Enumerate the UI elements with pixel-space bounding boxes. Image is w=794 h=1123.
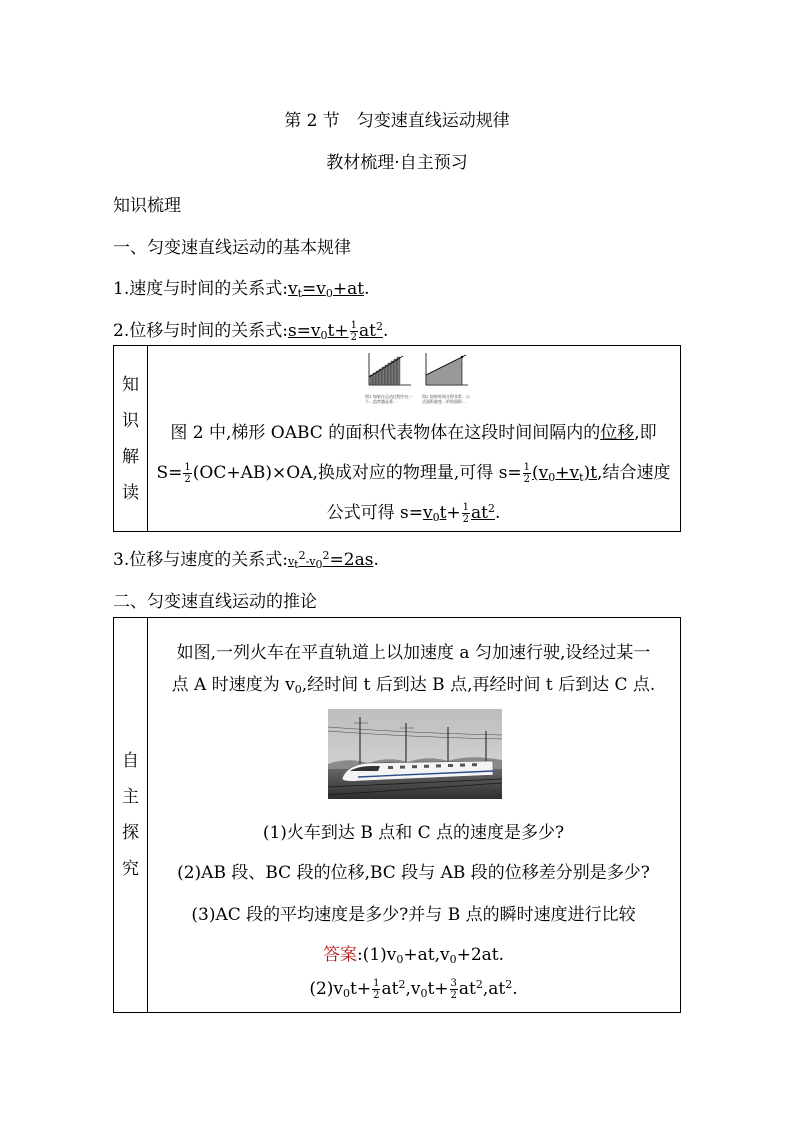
train-photo [328, 709, 502, 799]
item2-prefix: 2.位移与时间的关系式: [113, 321, 288, 341]
box2-intro-line-2: 点 A 时速度为 $v_0$,经时间 t 后到达 B 点,再经时间 t 后到达 C 点. [171, 675, 656, 696]
question-1: (1)火车到达 B 点和 C 点的速度是多少? [262, 823, 565, 843]
figure-1-caption: 图1 如果在运动过程中在一个…趋势越显著… [365, 394, 413, 404]
item3-prefix: 3.位移与速度的关系式: [113, 550, 288, 570]
figure-2-caption: 图2 如果时间分得非常…公式面积就变…形的面积… [422, 394, 470, 404]
train-photo-illustration [328, 709, 502, 799]
side-char: 识 [122, 410, 139, 431]
answer-line-2: $(2)v_0t+$ $\frac{1}{2}$ $at^2,v_0t+$ $\frac{3}{2}$ $at^2,at^2$. [309, 978, 518, 1001]
box1-line-2: S= $\frac{1}{2}$ (OC+AB)×OA,换成对应的物理量,可得 s= $\frac{1}{2}$ $(v_0+v_t)t$,结合速度 [156, 462, 671, 485]
side-char: 知 [122, 374, 139, 395]
side-char: 究 [122, 859, 139, 879]
side-char: 主 [122, 787, 139, 807]
box1-line-1: 图 2 中,梯形 OABC 的面积代表物体在这段时间间隔内的位移,即 [170, 423, 657, 443]
item3-formula: $v_t^2-v_0^2=2as$ [287, 549, 374, 571]
side-char: 探 [122, 823, 139, 843]
item2-formula: $s=v_0t+$ $\frac{1}{2}$ $at^2$ [287, 320, 383, 343]
box1-side-label [114, 346, 148, 531]
side-char: 解 [122, 446, 139, 467]
item1-formula: $v_t=v_0+at$ [287, 279, 365, 300]
question-2: (2)AB 段、BC 段的位移,BC 段与 AB 段的位移差分别是多少? [177, 863, 650, 883]
page-subtitle: 教材梳理·自主预习 [326, 153, 468, 173]
knowledge-interpretation-box [113, 345, 681, 532]
answer-line-1: 答案$:(1)v_0+at,v_0+2at$. [322, 945, 505, 966]
part-two-heading: 二、匀变速直线运动的推论 [113, 592, 317, 612]
figure-1-vt-graph [365, 351, 413, 411]
figure-2-vt-graph [422, 351, 472, 411]
page-title: 第 2 节 匀变速直线运动规律 [284, 111, 510, 131]
box1-line-3: 公式可得 $s=v_0t+$ $\frac{1}{2}$ $at^2$. [326, 502, 501, 525]
part-one-heading: 一、匀变速直线运动的基本规律 [113, 238, 351, 258]
section-knowledge-heading: 知识梳理 [113, 196, 181, 216]
side-char: 读 [122, 482, 139, 503]
self-exploration-box [113, 617, 681, 1013]
figure-2-chart [422, 351, 472, 389]
item-displacement-time: 2.位移与时间的关系式$:s=v_0t+$ $\frac{1}{2}$ $at^2$. [113, 320, 389, 343]
answer-label: 答案 [322, 945, 357, 965]
box2-side-label [114, 618, 148, 1012]
side-char: 自 [122, 751, 139, 771]
item-velocity-time: 1.速度与时间的关系式$:v_t=v_0+at$. [113, 279, 370, 300]
box2-intro-line-1: 如图,一列火车在平直轨道上以加速度 a 匀加速行驶,设经过某一 [176, 643, 651, 663]
item-displacement-velocity: 3.位移与速度的关系式$:v_t^2-v_0^2=2as$. [113, 549, 379, 571]
item1-prefix: 1.速度与时间的关系式: [113, 279, 288, 299]
question-3: (3)AC 段的平均速度是多少?并与 B 点的瞬时速度进行比较 [191, 905, 636, 925]
figure-1-chart [365, 351, 413, 389]
